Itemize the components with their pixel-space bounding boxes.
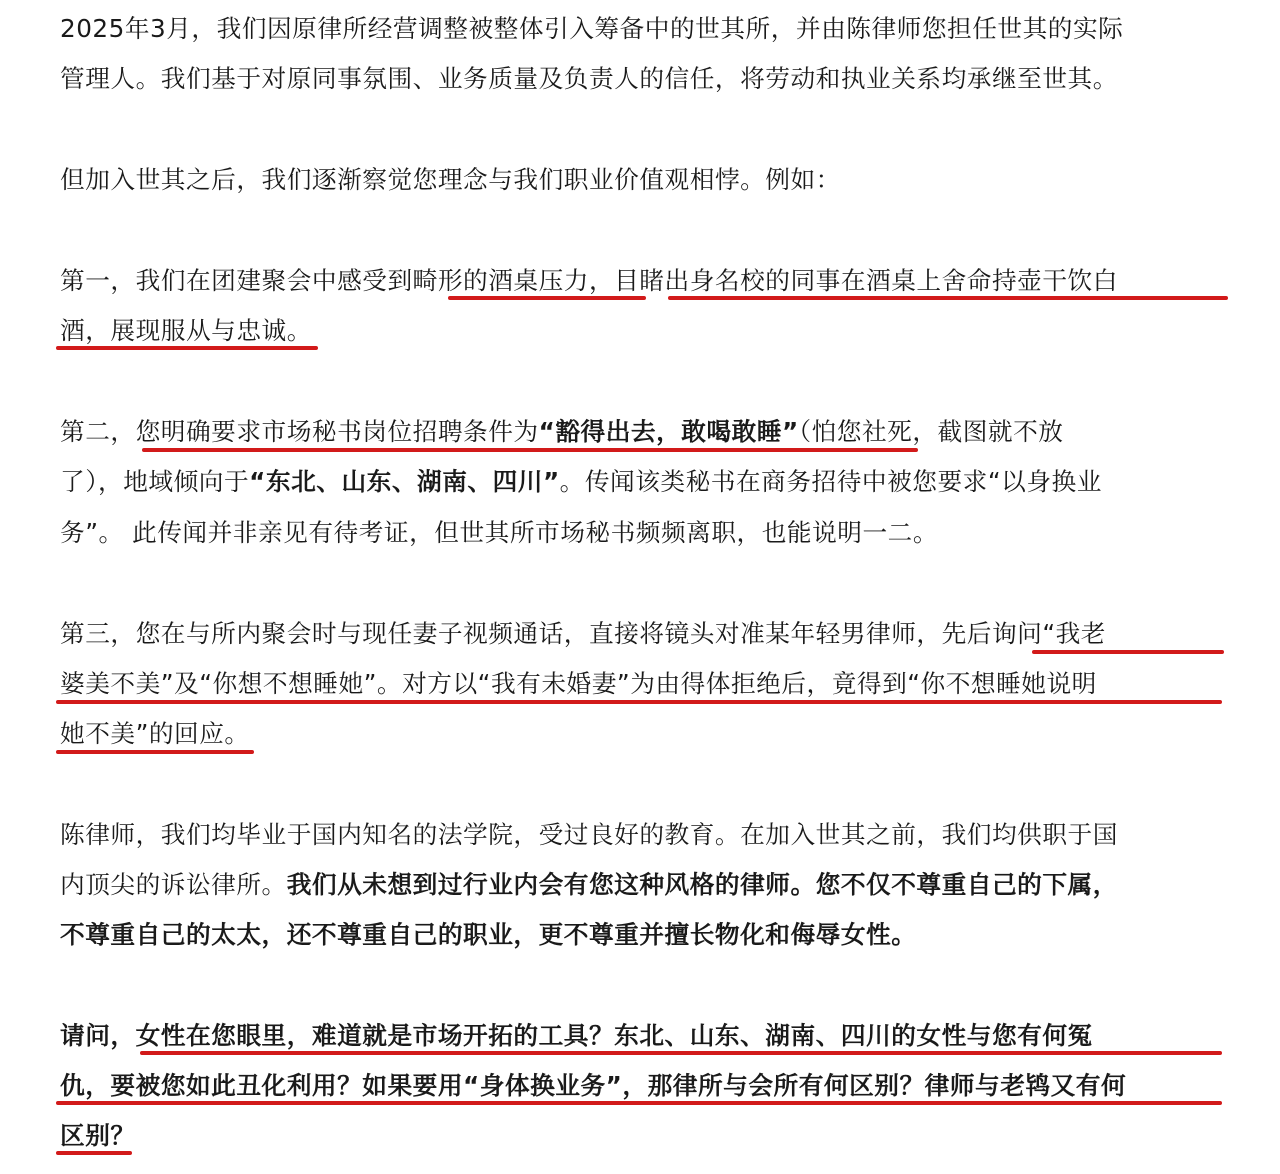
- point1-highlight-2: 目睹出身名校的同事在酒桌上舍命持壶干饮白: [614, 266, 1118, 295]
- closing-line-2: [60, 868, 1230, 902]
- point1-comma: ，: [588, 266, 615, 295]
- underline-mark: [140, 1051, 1222, 1055]
- point1-line-1: [60, 264, 1230, 298]
- point2-line2-text-a: 了），地域倾向于: [60, 467, 250, 496]
- intro-line-1: 2025年3月，我们因原律所经营调整被整体引入筹备中的世其所，并由陈律师您担任世其的实际: [60, 14, 1124, 43]
- closing-line-1: 陈律师，我们均毕业于国内知名的法学院，受过良好的教育。在加入世其之前，我们均供职于国: [60, 820, 1118, 849]
- underline-mark: [56, 1101, 1222, 1105]
- point3-line-1: [60, 617, 1230, 651]
- underline-mark: [1032, 650, 1224, 654]
- closing-line-3: 不尊重自己的太太，还不尊重自己的职业，更不尊重并擅长物化和侮辱女性。: [60, 920, 917, 949]
- intro-line-2: 管理人。我们基于对原同事氛围、业务质量及负责人的信任，将劳动和执业关系均承继至世其。: [60, 64, 1118, 93]
- underline-mark: [56, 346, 318, 350]
- point1-line-2: 酒，展现服从与忠诚。: [60, 316, 312, 345]
- point2-line-2: [60, 465, 1230, 499]
- question-line-2: 仇，要被您如此丑化利用？如果要用“身体换业务”，那律所与会所有何区别？律师与老鸨又有何: [60, 1071, 1127, 1100]
- underline-mark: [448, 296, 646, 300]
- point3-highlight-1: 先后询问“我老: [941, 619, 1106, 648]
- point2-prefix: 第二，: [60, 417, 136, 446]
- point2-text-1: 您明确要求市场秘书岗位招聘条件为: [135, 417, 539, 446]
- question-line-3: 区别？: [60, 1121, 136, 1150]
- point3-line-3: 她不美”的回应。: [60, 719, 250, 748]
- closing-line2-bold: 我们从未想到过行业内会有您这种风格的律师。您不仅不尊重自己的下属，: [286, 870, 1118, 899]
- point3-prefix: 第三，您在与所内聚会时与现任妻子视频通话，直接将镜头对准某年轻男律师，: [60, 619, 942, 648]
- underline-mark: [668, 296, 1228, 300]
- underline-mark: [56, 700, 1222, 704]
- point1-highlight-1: 畸形的酒桌压力: [412, 266, 589, 295]
- underline-mark: [56, 1151, 132, 1155]
- transition-line: 但加入世其之后，我们逐渐察觉您理念与我们职业价值观相悖。例如：: [60, 165, 841, 194]
- point3-line-2: 婆美不美”及“你想不想睡她”。对方以“我有未婚妻”为由得体拒绝后，竟得到“你不想睡她说明: [60, 669, 1097, 698]
- point2-line2-text-b: 。传闻该类秘书在商务招待中被您要求“以身换业: [559, 467, 1102, 496]
- question-line-1: 请问，女性在您眼里，难道就是市场开拓的工具？东北、山东、湖南、四川的女性与您有何冤: [60, 1021, 1093, 1050]
- underline-mark: [142, 448, 918, 452]
- point2-line-3: 务”。 此传闻并非亲见有待考证，但世其所市场秘书频频离职，也能说明一二。: [60, 518, 939, 547]
- point2-regions-bold: “东北、山东、湖南、四川”: [249, 467, 560, 496]
- point2-line-1: [60, 415, 1230, 449]
- underline-mark: [56, 750, 254, 754]
- point2-text-2: （怕您社死，截图就不放: [798, 417, 1064, 446]
- point2-quote-bold: “豁得出去，敢喝敢睡”: [538, 417, 799, 446]
- point1-prefix: 第一，我们在团建聚会中感受到: [60, 266, 413, 295]
- closing-line2-text: 内顶尖的诉讼律所。: [60, 870, 287, 899]
